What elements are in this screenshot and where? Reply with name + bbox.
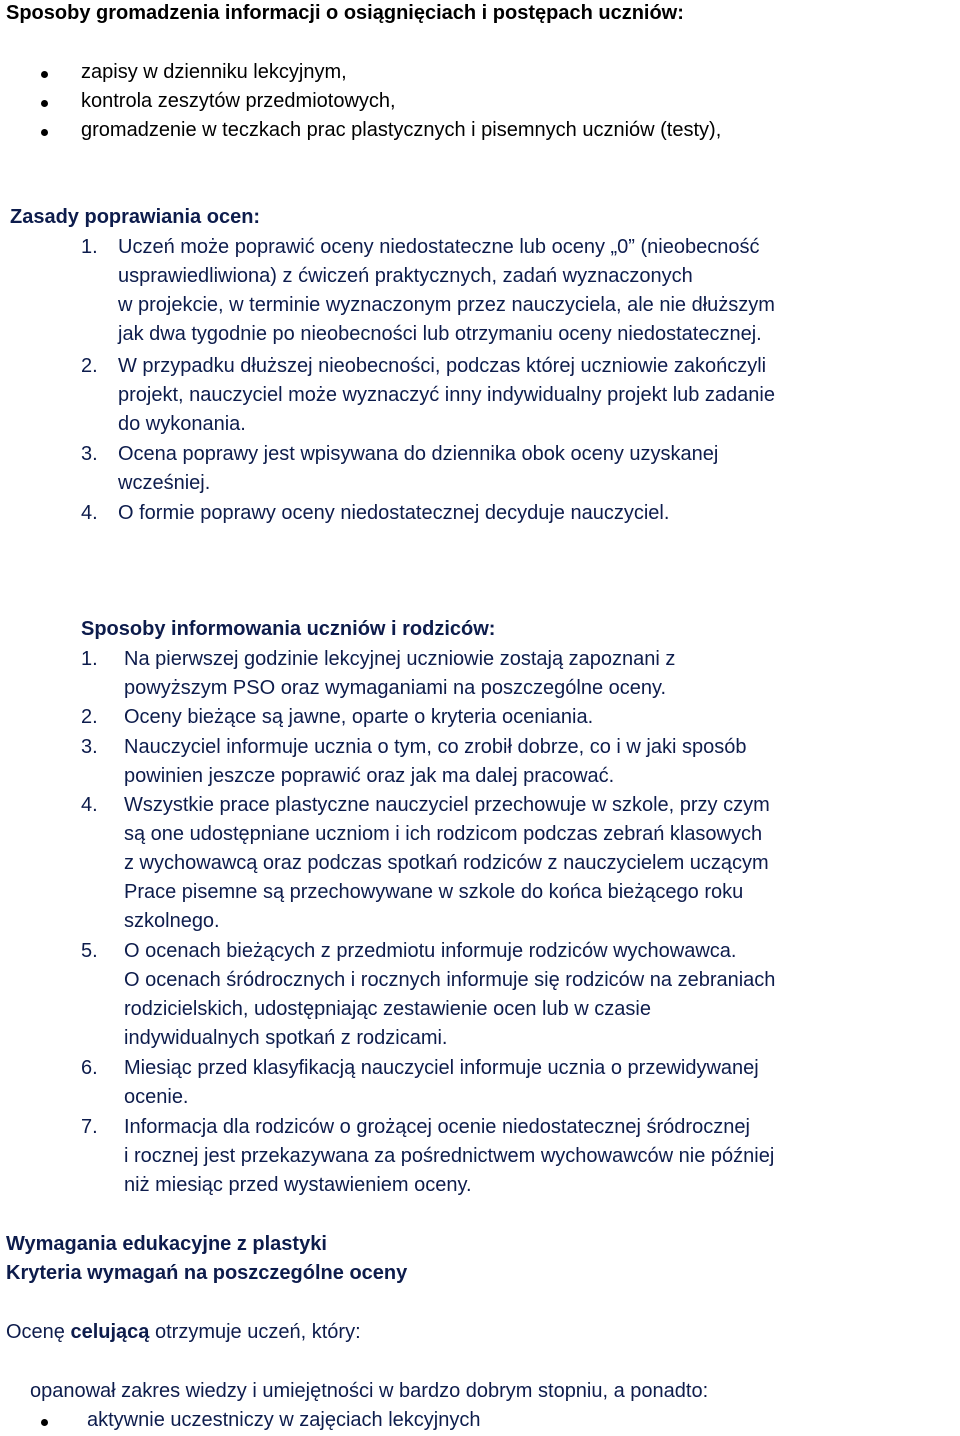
requirements-subtitle: Kryteria wymagań na poszczególne oceny	[6, 1262, 408, 1284]
bullet-icon	[41, 1419, 48, 1426]
list-item-line: Uczeń może poprawić oceny niedostateczne lub oceny „0” (nieobecność	[118, 236, 760, 258]
list-number: 1.	[81, 648, 98, 670]
list-item-line: Nauczyciel informuje ucznia o tym, co zrobił dobrze, co i w jaki sposób	[124, 736, 747, 758]
list-item-line: są one udostępniane uczniom i ich rodzicom podczas zebrań klasowych	[124, 823, 763, 845]
list-number: 4.	[81, 794, 98, 816]
list-item-line: powyższym PSO oraz wymaganiami na poszczególne oceny.	[124, 677, 667, 699]
list-item-line: usprawiedliwiona) z ćwiczeń praktycznych, zadań wyznaczonych	[118, 265, 693, 287]
list-item-line: Oceny bieżące są jawne, oparte o kryteria oceniania.	[124, 706, 594, 728]
grade-name: celującą	[70, 1321, 150, 1343]
list-item-line: projekt, nauczyciel może wyznaczyć inny indywidualny projekt lub zadanie	[118, 384, 775, 406]
list-item-line: w projekcie, w terminie wyznaczonym przez nauczyciela, ale nie dłuższym	[118, 294, 775, 316]
list-number: 7.	[81, 1116, 98, 1138]
scope-line: opanował zakres wiedzy i umiejętności w bardzo dobrym stopniu, a ponadto:	[30, 1380, 709, 1402]
list-item-line: jak dwa tygodnie po nieobecności lub otrzymaniu oceny niedostatecznej.	[118, 323, 762, 345]
list-item-line: Ocena poprawy jest wpisywana do dziennika obok oceny uzyskanej	[118, 443, 719, 465]
methods-item: zapisy w dzienniku lekcyjnym,	[81, 61, 347, 83]
bullet-icon	[41, 129, 48, 136]
list-item-line: Informacja dla rodziców o grożącej ocenie niedostatecznej śródrocznej	[124, 1116, 750, 1138]
list-item-line: i rocznej jest przekazywana za pośrednictwem wychowawców nie później	[124, 1145, 775, 1167]
list-item-line: indywidualnych spotkań z rodzicami.	[124, 1027, 448, 1049]
requirement-bullet: aktywnie uczestniczy w zajęciach lekcyjnych	[87, 1409, 481, 1431]
list-item-line: Prace pisemne są przechowywane w szkole do końca bieżącego roku	[124, 881, 744, 903]
list-item-line: z wychowawcą oraz podczas spotkań rodziców z nauczycielem uczącym	[124, 852, 769, 874]
list-number: 1.	[81, 236, 98, 258]
list-item-line: O ocenach bieżących z przedmiotu informuje rodziców wychowawca.	[124, 940, 737, 962]
bullet-icon	[41, 71, 48, 78]
methods-item: kontrola zeszytów przedmiotowych,	[81, 90, 396, 112]
list-item-line: O formie poprawy oceny niedostatecznej decyduje nauczyciel.	[118, 502, 670, 524]
list-number: 2.	[81, 355, 98, 377]
list-item-line: szkolnego.	[124, 910, 220, 932]
list-number: 6.	[81, 1057, 98, 1079]
list-item-line: O ocenach śródrocznych i rocznych informuje się rodziców na zebraniach	[124, 969, 776, 991]
list-item-line: wcześniej.	[118, 472, 211, 494]
list-item-line: W przypadku dłuższej nieobecności, podczas której uczniowie zakończyli	[118, 355, 767, 377]
grade-intro-suffix: otrzymuje uczeń, który:	[149, 1321, 361, 1343]
requirements-title: Wymagania edukacyjne z plastyki	[6, 1233, 327, 1255]
grade-intro-prefix: Ocenę	[6, 1321, 71, 1343]
list-item-line: rodzicielskich, udostępniając zestawienie ocen lub w czasie	[124, 998, 651, 1020]
list-number: 3.	[81, 736, 98, 758]
list-item-line: powinien jeszcze poprawić oraz jak ma dalej pracować.	[124, 765, 615, 787]
list-number: 4.	[81, 502, 98, 524]
methods-item: gromadzenie w teczkach prac plastycznych i pisemnych uczniów (testy),	[81, 119, 722, 141]
list-item-line: niż miesiąc przed wystawieniem oceny.	[124, 1174, 472, 1196]
bullet-icon	[41, 100, 48, 107]
list-number: 2.	[81, 706, 98, 728]
grade-intro	[6, 1318, 361, 1347]
list-item-line: Wszystkie prace plastyczne nauczyciel przechowuje w szkole, przy czym	[124, 794, 770, 816]
list-number: 5.	[81, 940, 98, 962]
list-item-line: ocenie.	[124, 1086, 189, 1108]
list-item-line: do wykonania.	[118, 413, 246, 435]
list-item-line: Na pierwszej godzinie lekcyjnej uczniowie zostają zapoznani z	[124, 648, 676, 670]
list-item-line: Miesiąc przed klasyfikacją nauczyciel informuje ucznia o przewidywanej	[124, 1057, 759, 1079]
methods-heading: Sposoby gromadzenia informacji o osiągnięciach i postępach uczniów:	[6, 2, 684, 24]
list-number: 3.	[81, 443, 98, 465]
corrections-heading: Zasady poprawiania ocen:	[10, 206, 261, 228]
informing-heading: Sposoby informowania uczniów i rodziców:	[81, 618, 496, 640]
